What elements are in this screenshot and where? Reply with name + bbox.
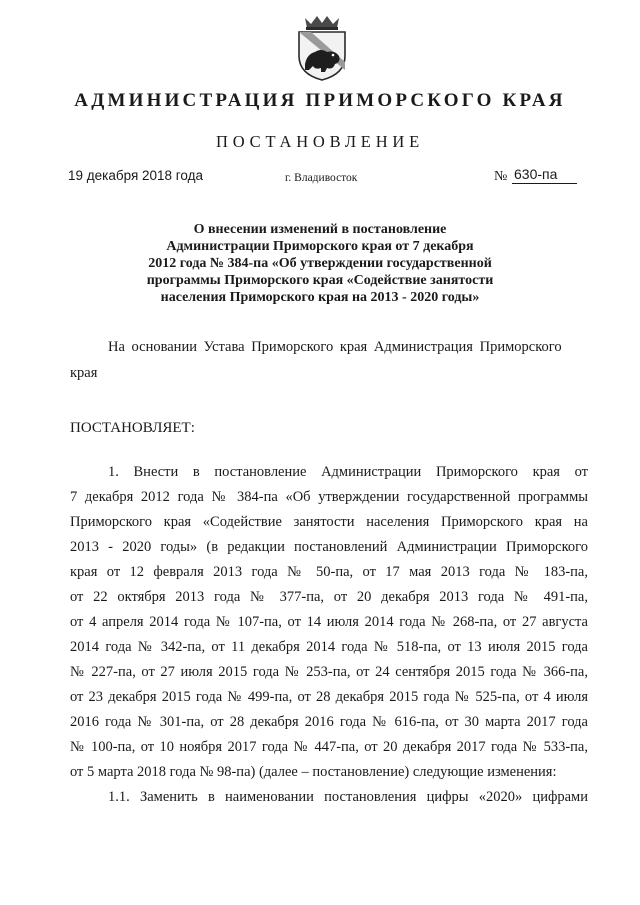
decree-heading: ПОСТАНОВЛЯЕТ: — [70, 420, 195, 436]
title-line: Администрации Приморского края от 7 декабря — [166, 239, 474, 254]
body-line: 1. Внести в постановление Администрации Приморского края от — [108, 464, 588, 480]
title-line: О внесении изменений в постановление — [193, 222, 447, 237]
title-line: программы Приморского края «Содействие занятости — [146, 273, 494, 288]
body-line: от 23 декабря 2015 года № 499-па, от 28 декабря 2015 года № 525-па, от 4 июля — [70, 689, 588, 705]
document-title — [120, 221, 520, 306]
body-line: № 227-па, от 27 июля 2015 года № 253-па, от 24 сентября 2015 года № 366-па, — [70, 664, 588, 680]
coat-of-arms-icon — [291, 14, 353, 82]
body-line: от 22 октября 2013 года № 377-па, от 20 декабря 2013 года № 491-па, — [70, 589, 588, 605]
body-line: 2014 года № 342-па, от 11 декабря 2014 года № 518-па, от 13 июля 2015 года — [70, 639, 588, 655]
document-number-label: № — [494, 169, 508, 184]
document-number: 630-па — [512, 166, 577, 184]
document-city: г. Владивосток — [285, 172, 358, 184]
body-line: Приморского края «Содействие занятости населения Приморского края на — [70, 514, 588, 530]
body-line: от 5 марта 2018 года № 98-па) (далее – постановление) следующие изменения: — [70, 764, 557, 780]
title-line: населения Приморского края на 2013 - 2020 годы» — [160, 290, 480, 305]
title-line: 2012 года № 384-па «Об утверждении государственной — [148, 256, 492, 271]
document-type: ПОСТАНОВЛЕНИЕ — [216, 132, 424, 151]
body-line: края от 12 февраля 2013 года № 50-па, от 17 мая 2013 года № 183-па, — [70, 564, 588, 580]
document-body — [70, 460, 588, 810]
body-line: 2016 года № 301-па, от 28 декабря 2016 года № 616-па, от 30 марта 2017 года — [70, 714, 588, 730]
organization-name: АДМИНИСТРАЦИЯ ПРИМОРСКОГО КРАЯ — [74, 90, 566, 111]
basis-text-line-1: На основании Устава Приморского края Администрация Приморского — [108, 339, 562, 355]
body-line: 7 декабря 2012 года № 384-па «Об утверждении государственной программы — [70, 489, 588, 505]
body-line: от 4 апреля 2014 года № 107-па, от 14 июля 2014 года № 268-па, от 27 августа — [70, 614, 588, 630]
body-line: 2013 - 2020 годы» (в редакции постановлений Администрации Приморского — [70, 539, 588, 555]
document-date: 19 декабря 2018 года — [68, 168, 204, 183]
basis-text-line-2: края — [70, 365, 98, 381]
body-line: № 100-па, от 10 ноября 2017 года № 447-па, от 20 декабря 2017 года № 533-па, — [70, 739, 588, 755]
body-line: 1.1. Заменить в наименовании постановления цифры «2020» цифрами — [108, 789, 588, 805]
